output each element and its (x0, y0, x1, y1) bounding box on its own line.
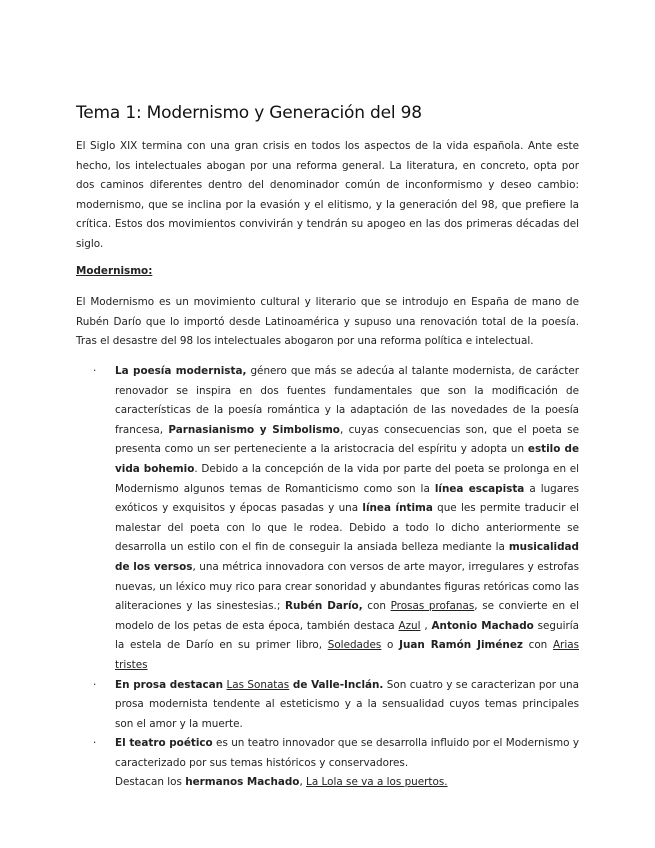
bullet-list (76, 362, 579, 793)
bold-text: de Valle-Inclán. (289, 678, 384, 691)
title-las-sonatas: Las Sonatas (226, 678, 290, 691)
title-soledades: Soledades (327, 639, 382, 652)
title-la-lola: La Lola se va a los puertos. (306, 776, 448, 789)
list-item-poesia (76, 362, 579, 676)
text: , una métrica innovadora con versos de arte mayor, irregulares y estrofas nuevas, un léxico muy rico para crear sonoridad y abundantes figuras retóricas como las aliteraciones y las sinestesias.; (115, 560, 579, 613)
text: a lugares exóticos y exquisitos y épocas pasadas y una (115, 482, 579, 515)
modernismo-paragraph: El Modernismo es un movimiento cultural y literario que se introdujo en España de mano de Rubén Darío que lo importó desde Latinoamérica y supuso una renovación total de la poesía. Tras el desastre del 98 los intelectuales abogaron por una reforma política e intelectual. (76, 296, 579, 348)
bold-text: El teatro poético (115, 737, 213, 750)
bold-text: línea escapista (434, 482, 525, 495)
text: , (299, 776, 307, 789)
text: con (362, 600, 391, 613)
title-arias-tristes: Arias tristes (115, 639, 580, 671)
bold-text: Rubén Darío, (285, 600, 363, 613)
text: . Debido a la concepción de la vida por parte del poeta se prolonga en el Modernismo algunos temas de Romanticismo como son la (115, 462, 579, 495)
text: , (420, 619, 432, 632)
bullet-marker: · (93, 737, 97, 750)
text: Son cuatro y se caracterizan por una prosa modernista tendente al esteticismo y a la sensualidad cuyos temas principales son el amor y la muerte. (115, 678, 580, 730)
bold-text: estilo de vida bohemio (115, 443, 579, 475)
bullet-marker: · (93, 678, 97, 691)
text: Destacan los (115, 776, 186, 789)
intro-paragraph: El Siglo XIX termina con una gran crisis en todos los aspectos de la vida española. Ante este hecho, los intelectuales abogan por una reforma general. La literatura, en concreto, opta por dos caminos diferentes dentro del denominador común de inconformismo y deseo cambio: modernismo, que se inclina por la evasión y el elitismo, y la generación del 98, que prefiere la crítica. Estos dos movimientos convivirán y tendrán su apogeo en las dos primeras décadas del siglo. (76, 140, 579, 250)
text: , cuyas consecuencias son, que el poeta se presenta como un ser perteneciente a la aristocracia del espíritu y adopta un (115, 423, 579, 456)
text: seguiría la estela de Darío en su primer libro, (115, 619, 580, 652)
bold-text: hermanos Machado (185, 776, 300, 789)
text: es un teatro innovador que se desarrolla influido por el Modernismo y caracterizado por sus temas históricos y conservadores. (115, 737, 579, 769)
bold-text: Parnasianismo y Simbolismo (168, 423, 340, 436)
bold-text: En prosa destacan (115, 678, 224, 691)
list-item-prosa (76, 676, 579, 735)
list-item-teatro (76, 734, 579, 793)
bold-text: Juan Ramón Jiménez (399, 639, 523, 652)
bold-text: línea íntima (362, 502, 433, 515)
text: , se convierte en el modelo de los petas de esta época, también destaca (115, 600, 580, 632)
title-prosas-profanas: Prosas profanas (390, 600, 475, 613)
title-azul: Azul (398, 619, 421, 632)
text: con (522, 639, 553, 652)
bold-text: La poesía modernista, (115, 365, 247, 377)
bullet-marker: · (93, 365, 97, 377)
bold-text: musicalidad de los versos (115, 541, 579, 573)
bold-text: Antonio Machado (431, 619, 534, 632)
text: o (381, 639, 400, 652)
page-title: Tema 1: Modernismo y Generación del 98 (76, 103, 422, 123)
text: que les permite traducir el malestar del poeta con lo que le rodea. Debido a todo lo dicho anteriormente se desarrolla un estilo con el fin de conseguir la ansiada belleza mediante la (115, 502, 580, 554)
text: género que más se adecúa al talante modernista, de carácter renovador se inspira en dos fuentes fundamentales que son la modificación de características de la poesía romántica y la adaptación de las novedades de la poesía francesa, (115, 365, 579, 436)
section-heading-modernismo: Modernismo: (76, 265, 153, 277)
